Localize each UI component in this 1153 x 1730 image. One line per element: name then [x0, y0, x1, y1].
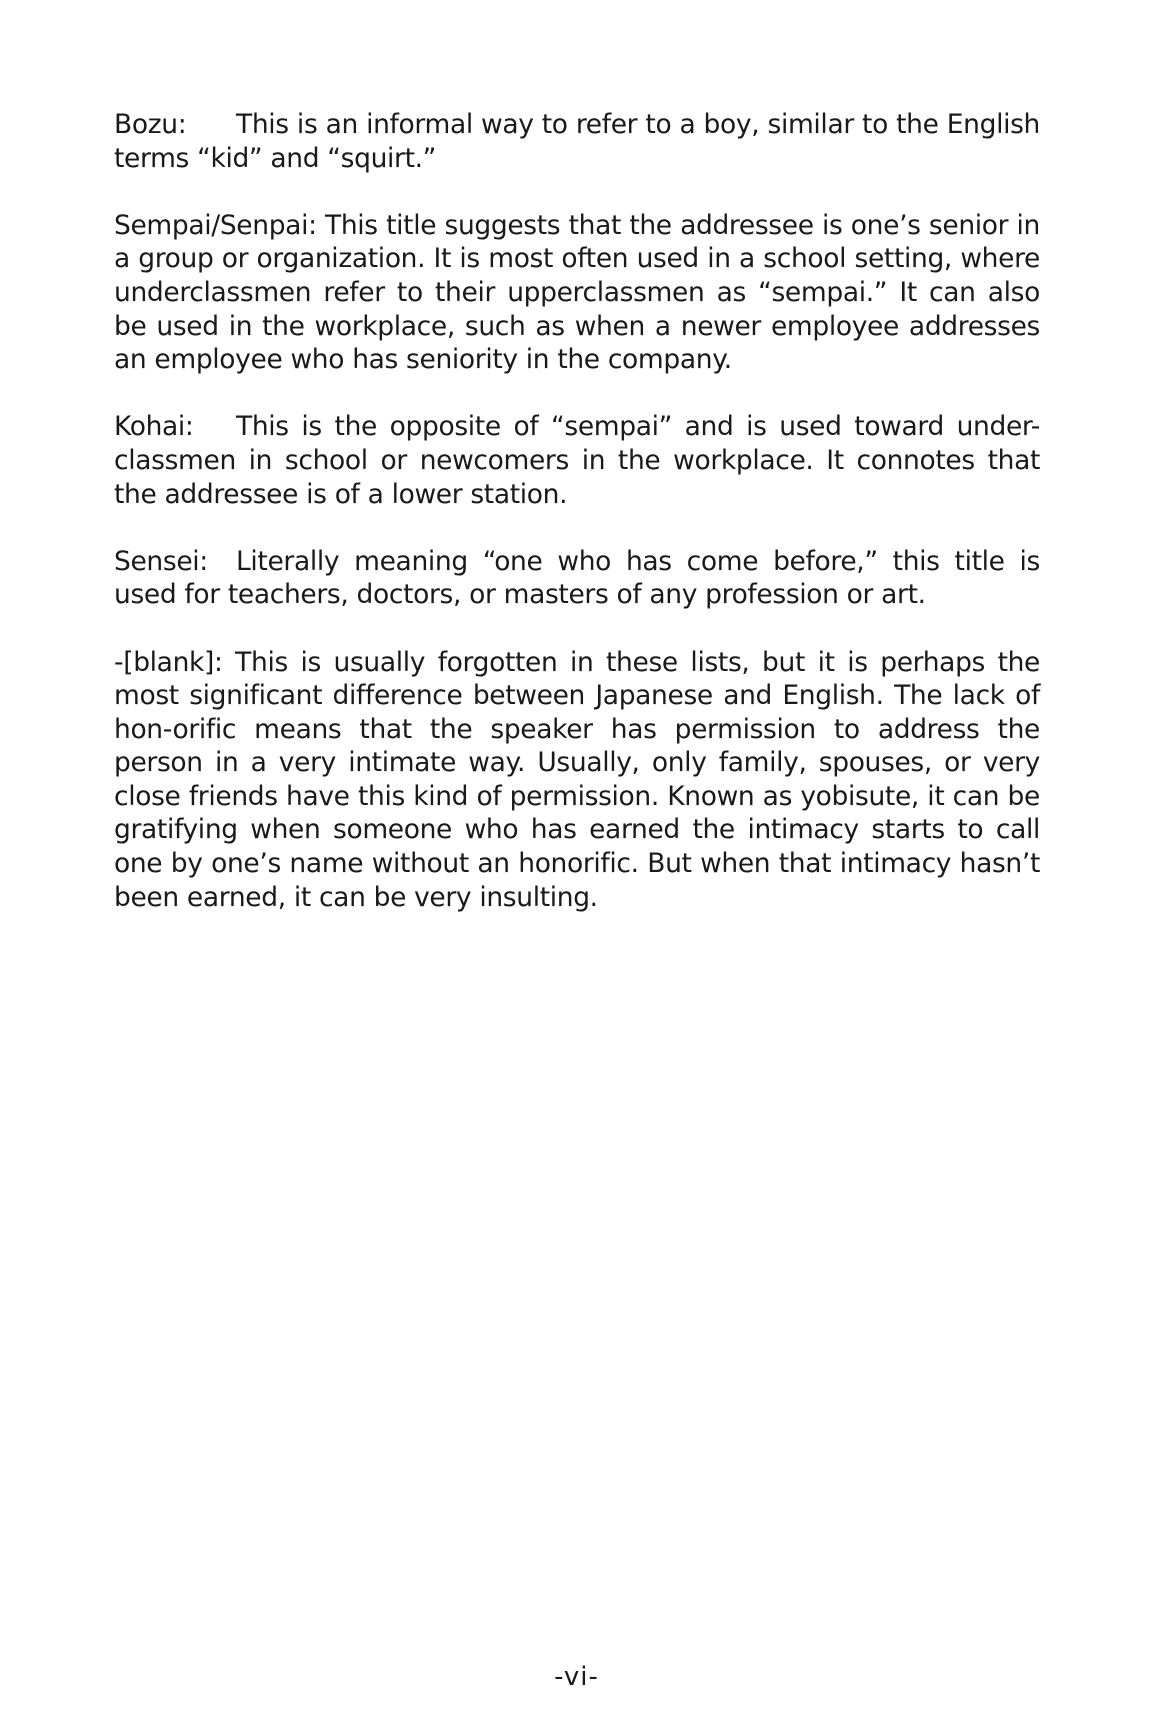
glossary-definition: This is an informal way to refer to a boy, similar to the English terms “kid” and “squirt.” [114, 109, 1040, 174]
glossary-term: Bozu: [114, 109, 187, 140]
glossary-entry-bozu [114, 108, 1040, 175]
glossary-entry-sempai [114, 209, 1040, 377]
glossary-definition: Literally meaning “one who has come before,” this title is used for teachers, doctors, or masters of any profession or art. [114, 545, 1040, 611]
glossary-term: Kohai: [114, 411, 194, 443]
glossary-definition: This is usually forgotten in these lists, but it is perhaps the most significant difference between Japanese and English. The lack of hon-orific means that the speaker has permission to address the person in a very intimate way. Usually, only family, spouses, or very close friends have this kind of permission. Known as yobisute, it can be gratifying when someone who has earned the intimacy starts to call one by one’s name without an honorific. But when that intimacy hasn’t been earned, it can be very insulting. [114, 646, 1041, 913]
honorifics-glossary [114, 108, 1040, 948]
glossary-term: -[blank]: [114, 646, 223, 678]
glossary-definition: This title suggests that the addressee is one’s senior in a group or organization. It is most often used in a school setting, where underclassmen refer to their upperclassmen as “sempai.” It can also be used in the workplace, such as when a newer employee addresses an employee who has seniority in the company. [114, 209, 1040, 376]
glossary-definition: This is the opposite of “sempai” and is used toward under-classmen in school or newcomers in the workplace. It connotes that the addressee is of a lower station. [114, 411, 1040, 510]
glossary-entry-sensei [114, 545, 1040, 612]
glossary-entry-kohai [114, 410, 1040, 511]
glossary-term: Sensei: [114, 545, 208, 577]
glossary-entry-blank [114, 646, 1040, 915]
glossary-term: Sempai/Senpai: [114, 209, 317, 241]
page-number: -vi- [554, 1662, 599, 1692]
